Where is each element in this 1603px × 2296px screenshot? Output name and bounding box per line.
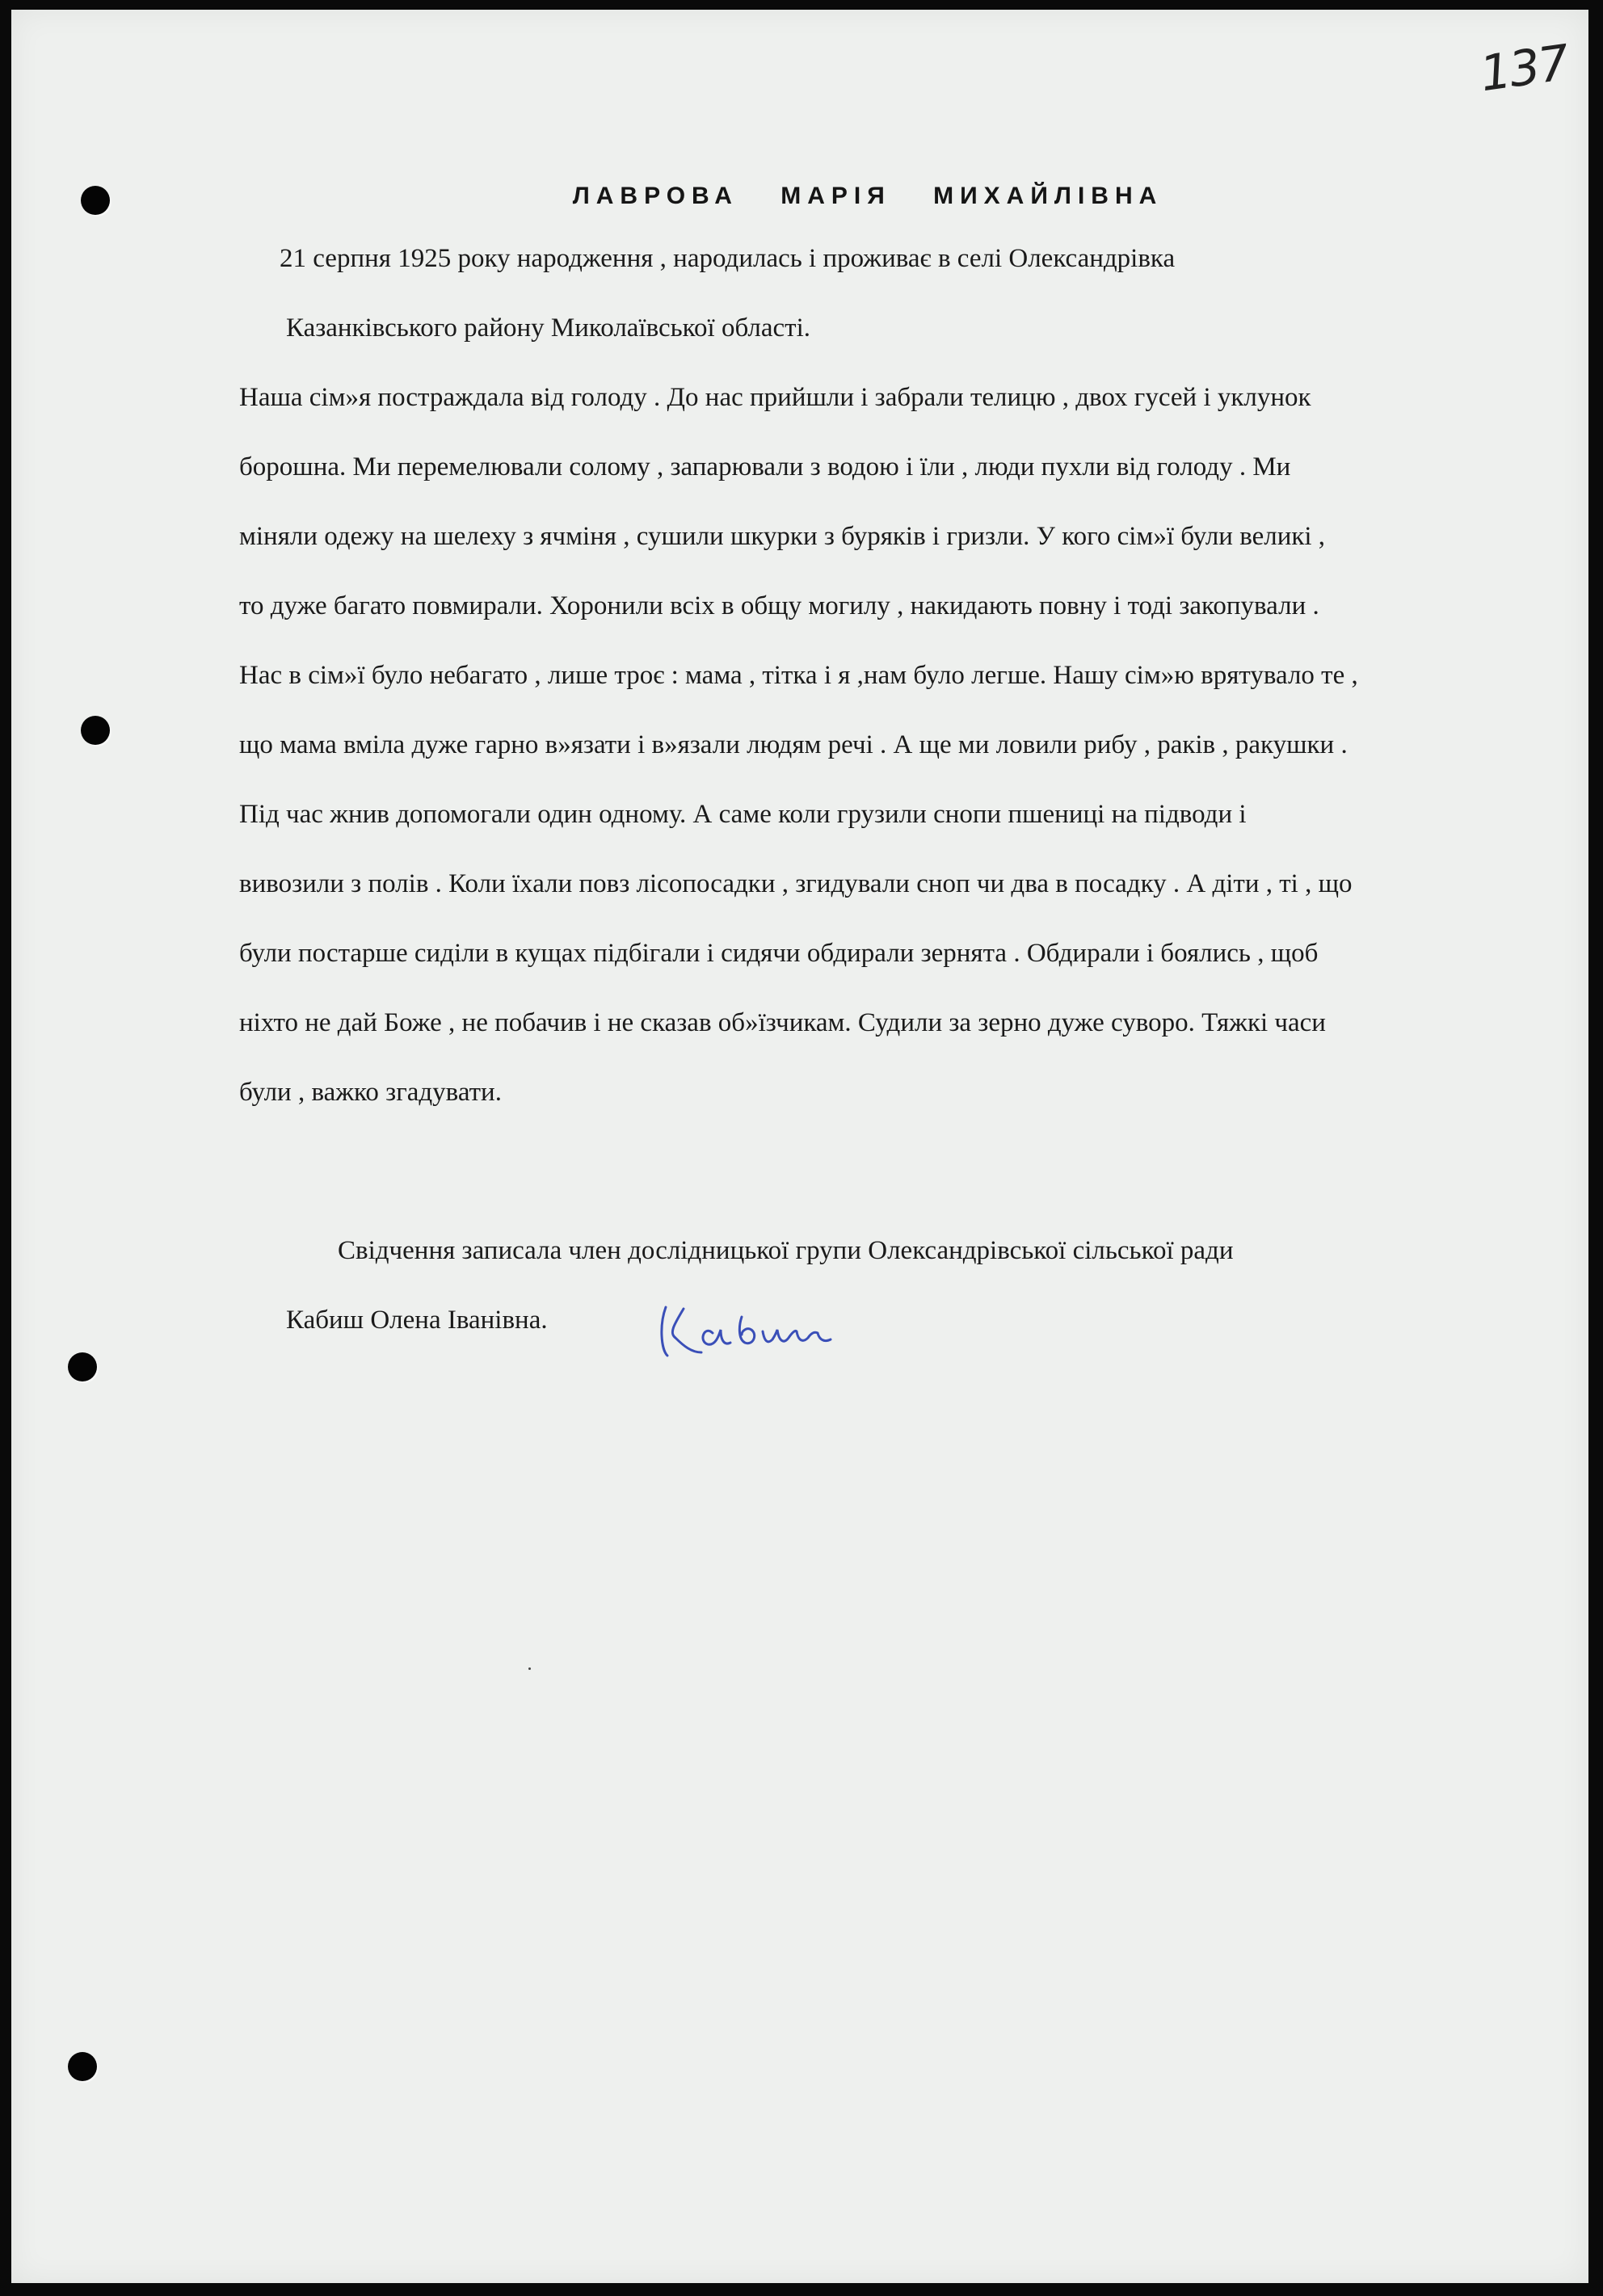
body-line: борошна. Ми перемелювали солому , запарювали з водою і їли , люди пухли від голоду . Ми bbox=[239, 452, 1291, 481]
intro-line: 21 серпня 1925 року народження , народилась і проживає в селі Олександрівка bbox=[280, 244, 1176, 273]
body-line: Нас в сім»ї було небагато , лише троє : мама , тітка і я ,нам було легше. Нашу сім»ю врятувало те , bbox=[239, 661, 1358, 690]
body-line: то дуже багато повмирали. Хоронили всіх в общу могилу , накидають повну і тоді закопували . bbox=[239, 591, 1319, 620]
punch-hole bbox=[81, 716, 110, 745]
punch-hole bbox=[68, 1352, 97, 1381]
body-line: Під час жнив допомогали один одному. А саме коли грузили снопи пшениці на підводи і bbox=[239, 800, 1247, 829]
body-line: були постарше сиділи в кущах підбігали і сидячи обдирали зернята . Обдирали і боялись , щоб bbox=[239, 939, 1319, 968]
body-line: ніхто не дай Боже , не побачив і не сказав об»їзчикам. Судили за зерно дуже суворо. Тяжкі часи bbox=[239, 1008, 1326, 1037]
body-line: міняли одежу на шелеху з ячміня , сушили шкурки з буряків і гризли. У кого сім»ї були великі , bbox=[239, 522, 1326, 551]
body-line: що мама вміла дуже гарно в»язати і в»язали людям речі . А ще ми ловили рибу , раків , ракушки . bbox=[239, 730, 1348, 759]
handwritten-signature bbox=[651, 1293, 886, 1365]
intro-line: Казанківського району Миколаївської області. bbox=[286, 313, 811, 343]
footer-line: Свідчення записала член дослідницької групи Олександрівської сільської ради bbox=[338, 1236, 1234, 1265]
footer-line: Кабиш Олена Іванівна. bbox=[286, 1306, 548, 1335]
body-line: Наша сім»я постраждала від голоду . До нас прийшли і забрали телицю , двох гусей і уклунок bbox=[239, 383, 1311, 412]
body-line: були , важко згадувати. bbox=[239, 1078, 502, 1107]
document-title: ЛАВРОВА МАРІЯ МИХАЙЛІВНА bbox=[572, 183, 1163, 209]
document-page bbox=[11, 10, 1588, 2283]
punch-hole bbox=[68, 2052, 97, 2081]
body-line: вивозили з полів . Коли їхали повз лісопосадки , згидували сноп чи два в посадку . А діти , ті , що bbox=[239, 869, 1353, 898]
speck bbox=[528, 1667, 531, 1670]
handwritten-page-number: 137 bbox=[1476, 34, 1571, 103]
